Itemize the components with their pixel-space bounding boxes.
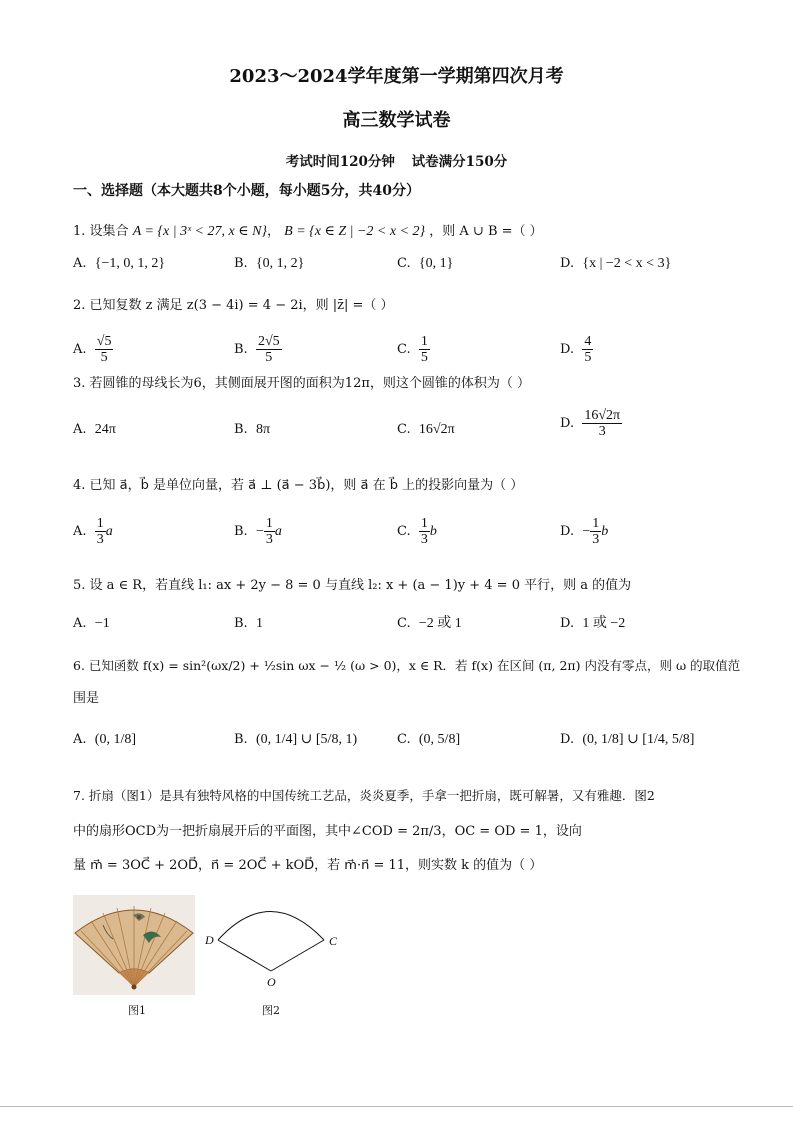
label-d: D — [205, 933, 214, 947]
q2-option-a[interactable]: A. $\frac{√5}{5}$ — [73, 334, 112, 365]
question-7-line1: 7. 折扇（图1）是具有独特风格的中国传统工艺品，炎炎夏季，手拿一把折扇，既可解暑，又有雅趣．图2 — [73, 788, 655, 803]
exam-title: 2023～2024学年度第一学期第四次月考 — [229, 66, 564, 87]
page-divider — [0, 1106, 793, 1107]
full-score: 试卷满分150分 — [411, 154, 508, 170]
question-7-line2: 中的扇形OCD为一把折扇展开后的平面图，其中∠COD = 2π/3，OC = OD = 1，设向 — [73, 824, 582, 839]
q3-option-b[interactable]: B. 8π — [234, 422, 271, 437]
figure-1-caption: 图1 — [128, 1004, 146, 1017]
q4-option-b[interactable]: B. − $\frac{1}{3}$ a⃗ — [234, 516, 293, 547]
q5-option-a[interactable]: A. −1 — [73, 616, 110, 631]
fan-illustration — [73, 895, 195, 995]
q6-option-b[interactable]: B. (0, 1/4] ∪ [5/8, 1) — [234, 732, 358, 747]
q4-option-d[interactable]: D. − $\frac{1}{3}$ b⃗ — [560, 516, 620, 547]
set-a: A = {x | 3ˣ < 27, x ∈ N} — [132, 224, 268, 239]
figure-2-caption: 图2 — [262, 1004, 280, 1017]
q5-option-c[interactable]: C. −2 或 1 — [397, 616, 462, 631]
question-6-line2: 围是 — [73, 691, 100, 706]
q2-option-b[interactable]: B. $\frac{2√5}{5}$ — [234, 334, 280, 365]
exam-time: 考试时间120分钟 — [285, 154, 395, 170]
q2-option-c[interactable]: C. $\frac{1}{5}$ — [397, 334, 428, 365]
q1-option-a[interactable]: A. {−1, 0, 1, 2} — [73, 256, 166, 271]
question-4: 4. 已知 a⃗，b⃗ 是单位向量，若 a⃗ ⊥ (a⃗ − 3b⃗)，则 a⃗ 在 b⃗ 上的投影向量为（ ） — [73, 478, 524, 493]
question-5: 5. 设 a ∈ R，若直线 l₁: ax + 2y − 8 = 0 与直线 l₂: x + (a − 1)y + 4 = 0 平行，则 a 的值为 — [73, 578, 632, 593]
question-6-line1: 6. 已知函数 f(x) = sin²(ωx/2) + ½sin ωx − ½ (ω > 0)，x ∈ R．若 f(x) 在区间 (π, 2π) 内没有零点，则 ω 的取值范 — [73, 658, 741, 673]
q1-option-c[interactable]: C. {0, 1} — [397, 256, 454, 271]
question-2: 2. 已知复数 z 满足 z(3 − 4i) = 4 − 2i，则 |z̄| =（ ） — [73, 298, 394, 313]
q1-option-d[interactable]: D. {x | −2 < x < 3} — [560, 256, 672, 271]
q4-option-c[interactable]: C. $\frac{1}{3}$ b⃗ — [397, 516, 448, 547]
label-o: O — [267, 975, 276, 989]
q3-option-c[interactable]: C. 16√2π — [397, 422, 455, 437]
q2-option-d[interactable]: D. $\frac{4}{5}$ — [560, 334, 592, 365]
q3-option-a[interactable]: A. 24π — [73, 422, 116, 437]
set-b: B = {x ∈ Z | −2 < x < 2} — [284, 224, 426, 239]
q1-option-b[interactable]: B. {0, 1, 2} — [234, 256, 305, 271]
section-heading: 一、选择题（本大题共8个小题，每小题5分，共40分） — [73, 183, 420, 199]
exam-info — [0, 150, 793, 170]
q6-option-c[interactable]: C. (0, 5/8] — [397, 732, 461, 747]
folding-fan-image — [73, 895, 195, 995]
question-7-line3: 量 m⃗ = 3OC⃗ + 2OD⃗，n⃗ = 2OC⃗ + kOD⃗，若 m⃗·n⃗ = 11，则实数 k 的值为（ ） — [73, 858, 543, 873]
label-c: C — [329, 934, 338, 948]
q5-option-b[interactable]: B. 1 — [234, 616, 263, 631]
question-3: 3. 若圆锥的母线长为6，其侧面展开图的面积为12π，则这个圆锥的体积为（ ） — [73, 376, 531, 391]
q4-option-a[interactable]: A. $\frac{1}{3}$ a⃗ — [73, 516, 124, 547]
q6-option-d[interactable]: D. (0, 1/8] ∪ [1/4, 5/8] — [560, 732, 695, 747]
exam-subtitle: 高三数学试卷 — [342, 110, 451, 131]
q3-option-d[interactable]: D. $\frac{16√2\pi}{3}$ — [560, 408, 621, 439]
q6-option-a[interactable]: A. (0, 1/8] — [73, 732, 137, 747]
q5-option-d[interactable]: D. 1 或 −2 — [560, 616, 626, 631]
question-1: 1. 设集合 A = {x | 3ˣ < 27, x ∈ N}， B = {x ∈ Z | −2 < x < 2} ，则 A ∪ B =（ ） — [73, 224, 543, 239]
